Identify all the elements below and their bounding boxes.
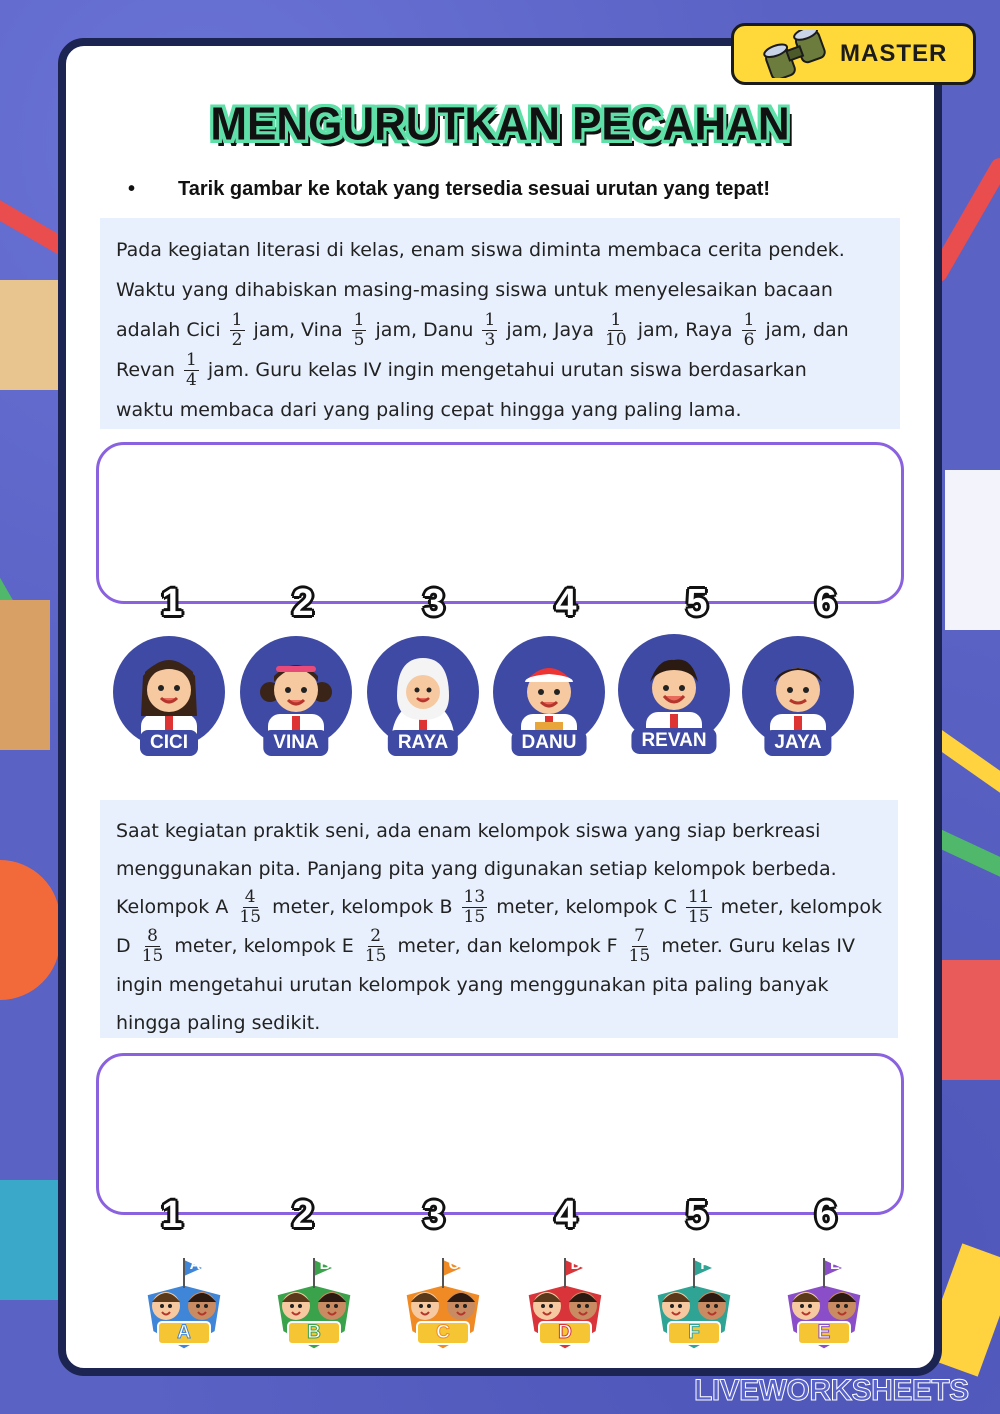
fraction-d: $\frac{8}{15}$ [141,926,164,966]
draggable-group-c[interactable] [395,1254,491,1354]
student-name: VINA [263,730,328,756]
draggable-group-f[interactable] [646,1254,742,1354]
story-line: waktu membaca dari yang paling cepat hingga yang paling lama. [116,399,742,421]
story-text: adalah Cici [116,319,221,341]
story-text: D [116,935,131,957]
order-number: 4 [555,1194,577,1236]
drop-zone-groups[interactable] [96,1053,904,1215]
fraction-b: $\frac{13}{15}$ [463,887,486,927]
fraction-f: $\frac{7}{15}$ [628,926,651,966]
order-number: 1 [161,1194,183,1236]
draggable-group-e[interactable] [776,1254,872,1354]
draggable-student-raya[interactable] [367,636,479,756]
order-number: 3 [423,1194,445,1236]
fraction-jaya: $\frac{1}{10}$ [605,310,627,350]
bullet: • [128,178,136,200]
group-banner-letter: C [436,1322,450,1343]
story-line: Pada kegiatan literasi di kelas, enam siswa diminta membaca cerita pendek. [116,239,845,261]
draggable-group-d[interactable] [517,1254,613,1354]
order-number: 6 [815,1194,837,1236]
story-text: jam, Danu [375,319,474,341]
story-text: meter, kelompok C [496,896,677,918]
draggable-group-b[interactable] [266,1254,362,1354]
story-line [116,888,882,927]
student-name: CICI [140,730,198,756]
fraction-revan: $\frac{1}{4}$ [186,350,197,390]
order-number: 3 [423,582,445,624]
story-text: meter, kelompok [720,896,882,918]
liveworksheets-logo: LIVEWORKSHEETS [694,1374,969,1407]
story-text: meter, kelompok E [174,935,354,957]
group-flag-letter: B [319,1256,331,1273]
order-number: 5 [686,1194,708,1236]
order-number: 4 [555,582,577,624]
instruction-text: Tarik gambar ke kotak yang tersedia sesuai urutan yang tepat! [178,178,771,200]
fraction-cici: $\frac{1}{2}$ [231,310,243,350]
story-reading-time [100,218,900,429]
order-number: 5 [686,582,708,624]
story-ribbon-length [100,800,898,1038]
story-line [116,350,884,390]
order-number: 1 [161,582,183,624]
group-flag-letter: F [700,1256,710,1273]
order-number: 2 [292,582,314,624]
story-text: jam. Guru kelas IV ingin mengetahui urutan siswa berdasarkan [207,359,807,381]
level-badge [731,23,976,85]
level-label: MASTER [840,40,948,67]
student-name: RAYA [388,730,458,756]
fraction-e: $\frac{2}{15}$ [364,926,387,966]
order-number: 6 [815,582,837,624]
story-text: jam, Raya [637,319,733,341]
story-text: Kelompok A [116,896,229,918]
group-banner-letter: A [177,1322,191,1343]
drop-zone-students[interactable] [96,442,904,604]
story-line: hingga paling sedikit. [116,1012,321,1034]
fraction-raya: $\frac{1}{6}$ [743,310,755,350]
page-title: MENGURUTKAN PECAHAN [210,98,790,151]
story-text: meter. Guru kelas IV [661,935,855,957]
story-text: Revan [116,359,175,381]
group-flag-letter: D [570,1256,582,1273]
story-line [116,927,882,966]
group-banner-letter: E [817,1322,831,1343]
student-name: REVAN [631,728,716,754]
group-banner-letter: B [307,1322,321,1343]
fraction-danu: $\frac{1}{3}$ [484,310,496,350]
story-text: jam, dan [765,319,849,341]
group-flag-letter: A [189,1256,201,1273]
story-text: meter, kelompok B [272,896,453,918]
story-line: ingin mengetahui urutan kelompok yang menggunakan pita paling banyak [116,974,829,996]
story-line: Waktu yang dihabiskan masing-masing siswa untuk menyelesaikan bacaan [116,279,833,301]
story-text: jam, Vina [253,319,343,341]
story-text: jam, Jaya [506,319,594,341]
fraction-vina: $\frac{1}{5}$ [353,310,365,350]
draggable-student-revan[interactable] [618,634,730,754]
story-line [116,310,884,350]
order-number: 2 [292,1194,314,1236]
fraction-c: $\frac{11}{15}$ [687,887,710,927]
draggable-group-a[interactable] [136,1254,232,1354]
student-name: DANU [512,730,587,756]
group-banner-letter: F [688,1322,700,1343]
binoculars-icon [760,30,832,78]
instruction [128,178,770,201]
draggable-student-jaya[interactable] [742,636,854,756]
story-line: Saat kegiatan praktik seni, ada enam kelompok siswa yang siap berkreasi [116,820,821,842]
story-line: menggunakan pita. Panjang pita yang digunakan setiap kelompok berbeda. [116,858,837,880]
group-flag-letter: E [829,1256,840,1273]
student-name: JAYA [764,730,831,756]
fraction-a: $\frac{4}{15}$ [239,887,262,927]
draggable-student-cici[interactable] [113,636,225,756]
draggable-student-vina[interactable] [240,636,352,756]
draggable-student-danu[interactable] [493,636,605,756]
group-flag-letter: C [448,1256,460,1273]
story-text: meter, dan kelompok F [397,935,618,957]
group-banner-letter: D [558,1322,572,1343]
